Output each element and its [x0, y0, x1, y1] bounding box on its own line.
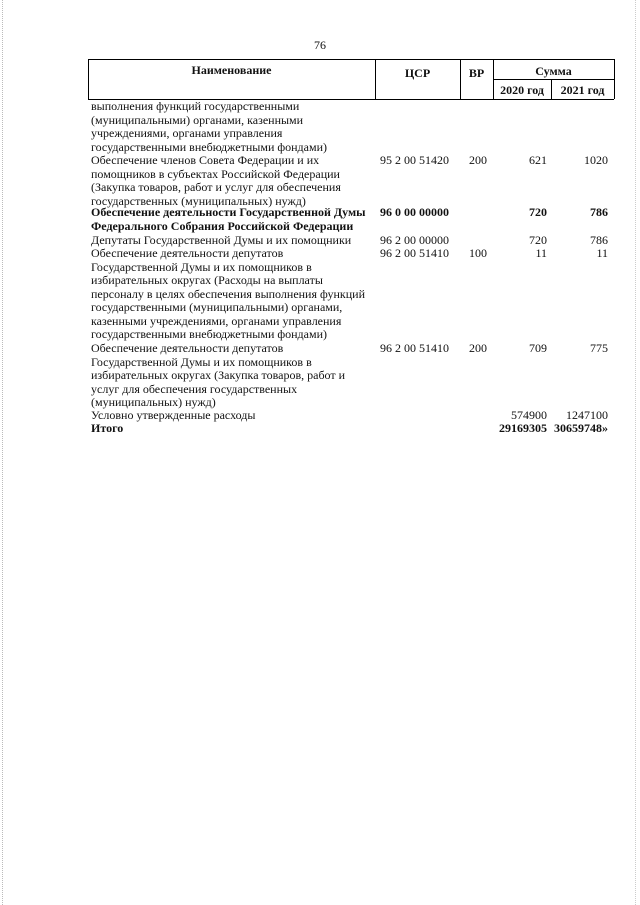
- row-name: Депутаты Государственной Думы и их помощники: [91, 233, 352, 247]
- row-vr: 200: [469, 153, 487, 167]
- row-name: Итого: [91, 421, 124, 435]
- row-sum-2021: 30659748»: [554, 421, 608, 435]
- row-csr: 96 0 00 00000: [380, 205, 449, 219]
- row-vr: 200: [469, 341, 487, 355]
- row-sum-2020: 720: [529, 233, 547, 247]
- row-sum-2021: 1247100: [566, 408, 608, 422]
- row-vr: 100: [469, 246, 487, 260]
- row-csr: 96 2 00 51410: [380, 246, 449, 260]
- table-header: [88, 59, 614, 99]
- row-sum-2020: 709: [529, 341, 547, 355]
- header-2020: 2020 год: [500, 83, 544, 97]
- row-sum-2020: 574900: [511, 408, 547, 422]
- page-number: 76: [314, 38, 326, 52]
- row-csr: 96 2 00 51410: [380, 341, 449, 355]
- header-name: Наименование: [191, 63, 272, 77]
- budget-table: [88, 59, 614, 435]
- row-sum-2021: 1020: [584, 153, 608, 167]
- header-csr: ЦСР: [404, 66, 431, 80]
- row-sum-2021: 775: [590, 341, 608, 355]
- header-2021: 2021 год: [560, 83, 605, 97]
- row-sum-2021: 786: [590, 205, 608, 219]
- row-sum-2020: 29169305: [499, 421, 547, 435]
- row-name: Обеспечение деятельности депутатов Государственной Думы и их помощников в избирательных округах (Расходы на выплаты персоналу в целях обеспечения выполнения функций государственными (муниципальными) органами, казенными учреждениями, органами управления государственными внебюджетными фондами): [91, 246, 365, 341]
- row-csr: 96 2 00 00000: [380, 233, 449, 247]
- row-name: Условно утвержденные расходы: [91, 408, 256, 422]
- row-sum-2020: 621: [529, 153, 547, 167]
- row-name: Обеспечение деятельности Государственной Думы Федерального Собрания Российской Федерации: [91, 205, 366, 233]
- row-sum-2021: 786: [590, 233, 608, 247]
- row-sum-2020: 720: [529, 205, 547, 219]
- row-sum-2021: 11: [596, 246, 608, 260]
- row-sum-2020: 11: [535, 246, 547, 260]
- row-csr: 95 2 00 51420: [380, 153, 449, 167]
- row-name: выполнения функций государственными (муниципальными) органами, казенными учреждениями, органами управления государственными внебюджетными фондами): [91, 99, 328, 154]
- row-name: Обеспечение членов Совета Федерации и их помощников в субъектах Российской Федерации (Закупка товаров, работ и услуг для обеспечения государственных (муниципальных) нужд): [91, 153, 341, 208]
- scan-edge-right: [635, 0, 636, 905]
- header-sum: Сумма: [535, 64, 572, 78]
- row-name: Обеспечение деятельности депутатов Государственной Думы и их помощников в избирательных округах (Закупка товаров, работ и услуг для обеспечения государственных (муниципальных) нужд): [91, 341, 346, 409]
- header-vr: ВР: [468, 66, 485, 80]
- scan-edge-left: [2, 0, 3, 905]
